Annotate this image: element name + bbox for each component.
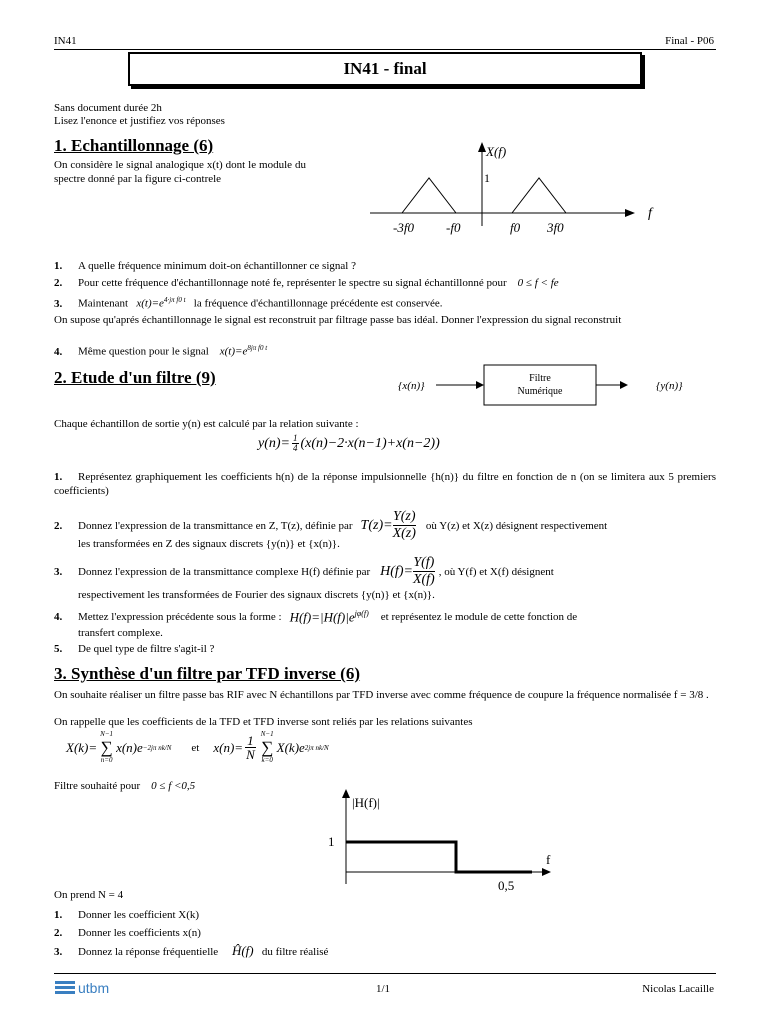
logo-text: utbm: [78, 980, 110, 996]
section-1-para: On supose qu'aprés échantillonnage le signal est reconstruit par filtrage passe bas idéal. Donner l'expression du signal reconstruit: [54, 314, 622, 326]
sum-symbol: N−1 ∑ n=0: [100, 730, 114, 764]
diagram-input: {x(n)}: [398, 380, 425, 392]
question-2-1: 1. Représentez graphiquement les coefficients h(n) de la réponse impulsionnelle {h(n)} du filtre en fonction de n (on se limitera aux 5 premiers coefficients): [54, 471, 716, 497]
footer-rule: [54, 973, 716, 974]
author: Nicolas Lacaille: [642, 983, 714, 995]
transfer-z: T(z)= $\frac{Y(z)}{X(z)}$: [360, 509, 416, 541]
filter-box: [484, 365, 596, 405]
relation-text: Chaque échantillon de sortie y(n) est calculé par la relation suivante :: [54, 418, 359, 430]
intro-line-2: Lisez l'enonce et justifiez vos réponses: [54, 115, 225, 127]
section-1-text: On considère le signal analogique x(t) dont le module du spectre donné par la figure ci-contrele: [54, 159, 306, 185]
section-3-questions: [54, 906, 328, 961]
math-signal: x(t)=e: [136, 297, 164, 310]
sum-symbol: N−1 ∑ k=0: [260, 730, 274, 764]
page-title: IN41 - final: [128, 52, 642, 86]
question-1-3: 3. Maintenant $x(t)=e^{4\cdot j\pi f0 t}$ la fréquence d'échantillonnage précédente est conservée.: [54, 296, 443, 310]
filter-box-line-2: Numérique: [517, 386, 563, 397]
math-estimate: Ĥ(f): [231, 943, 254, 958]
dft-equations: X(k)= N−1 ∑ n=0 x(n)e −2jπ nk/N et x(n)= $\frac{1}{N}$ N−1 ∑ k=0 X(k)e 2jπ nk/N: [66, 730, 329, 764]
polar-form: $H(f)=|H(f)|e^{j\varphi(f)}$: [289, 609, 369, 625]
section-2-title: 2. Etude d'un filtre (9): [54, 368, 216, 387]
filter-ylabel: |H(f)|: [352, 795, 380, 810]
spectrum-ylabel: X(f): [486, 144, 507, 159]
utbm-logo-icon: [54, 979, 76, 997]
fraction: $\frac{1}{N}$: [246, 733, 255, 762]
intro: [54, 102, 225, 128]
question-1-4: 4. Même question pour le signal $x(t)=e^{8j\pi f0 t}$: [54, 344, 268, 358]
question-3-1: 1. Donner les coefficient X(k): [54, 909, 200, 921]
question-2-4-cont: transfert complexe.: [78, 627, 163, 639]
difference-equation: y(n)= $\frac{1}{4}$ (x(n)−2·x(n−1)+x(n−2)): [258, 433, 440, 453]
header-right: Final - P06: [665, 35, 714, 47]
intro-line-1: Sans document durée 2h: [54, 102, 162, 114]
filter-xlabel: f: [546, 852, 551, 867]
filter-one-label: 1: [328, 834, 335, 849]
page-number: 1/1: [376, 983, 391, 995]
question-2-3-cont: respectivement les transformées de Fourier des signaux discrets {y(n)} et {x(n)}.: [78, 589, 435, 601]
section-1-title: 1. Echantillonnage (6): [54, 136, 214, 155]
spectrum-one-label: 1: [484, 171, 490, 185]
section-3-para-1: On souhaite réaliser un filtre passe bas RIF avec N échantillons par TFD inverse avec comme fréquence de coupure la fréquence normalisée f = 3/8 .: [54, 689, 709, 701]
question-2-2-cont: les transformées en Z des signaux discrets {y(n)} et {x(n)}.: [78, 538, 340, 550]
question-2-2: 2. Donnez l'expression de la transmittance en Z, T(z), définie par T(z)= $\frac{Y(z)}{X(z)}$ où Y(z) et X(z) désignent respectivement: [54, 509, 608, 541]
section-1-questions: [54, 258, 718, 313]
question-1-2: 2. Pour cette fréquence d'échantillonnage noté fe, représenter le spectre su signal échantillonné pour 0 ≤ f < fe: [54, 277, 559, 289]
question-2-5: 5. De quel type de filtre s'agit-il ?: [54, 643, 215, 655]
fraction: $\frac{1}{4}$: [293, 433, 298, 453]
spectrum-triangle-right: [512, 178, 566, 213]
header-left: IN41: [54, 35, 77, 47]
filter-spec: Filtre souhaité pour 0 ≤ f <0,5: [54, 780, 196, 792]
diagram-output: {y(n)}: [656, 380, 683, 392]
tick-label: -3f0: [393, 220, 414, 235]
math-signal-2: x(t)=e: [219, 345, 248, 358]
header-rule: [54, 49, 716, 50]
n-value: On prend N = 4: [54, 889, 124, 901]
tick-label: -f0: [446, 220, 461, 235]
filter-block-diagram: [396, 362, 696, 408]
spectrum-figure: [360, 138, 652, 240]
filter-tick-label: 0,5: [498, 878, 515, 893]
filter-response-line: [346, 842, 532, 872]
question-2-4: 4. Mettez l'expression précédente sous la forme : $H(f)=|H(f)|e^{j\varphi(f)}$ et représentez le module de cette fonction de: [54, 609, 578, 625]
tick-label: 3f0: [547, 220, 564, 235]
math-range: 0 ≤ f < fe: [517, 277, 559, 289]
footer-logo: [54, 979, 109, 997]
filter-box-line-1: Filtre: [529, 373, 551, 384]
transfer-f: H(f)= $\frac{Y(f)}{X(f)}$: [380, 555, 435, 587]
spectrum-xlabel: f: [648, 206, 652, 221]
question-2-3: 3. Donnez l'expression de la transmittance complexe H(f) définie par H(f)= $\frac{Y(f)}{X(f)}$ , où Y(f) et X(f) désignent: [54, 555, 554, 587]
tick-label: f0: [510, 220, 521, 235]
section-3-para-2: On rappelle que les coefficients de la TFD et TFD inverse sont reliés par les relations suivantes: [54, 716, 473, 728]
question-1-1: 1. A quelle fréquence minimum doit-on échantillonner ce signal ?: [54, 260, 356, 272]
question-3-3: 3. Donnez la réponse fréquentielle Ĥ(f) du filtre réalisé: [54, 943, 329, 958]
ideal-filter-figure: [310, 786, 570, 892]
spectrum-triangle-left: [402, 178, 456, 213]
section-3-title: 3. Synthèse d'un filtre par TFD inverse (6): [54, 664, 361, 683]
question-3-2: 2. Donner les coefficients x(n): [54, 927, 201, 939]
